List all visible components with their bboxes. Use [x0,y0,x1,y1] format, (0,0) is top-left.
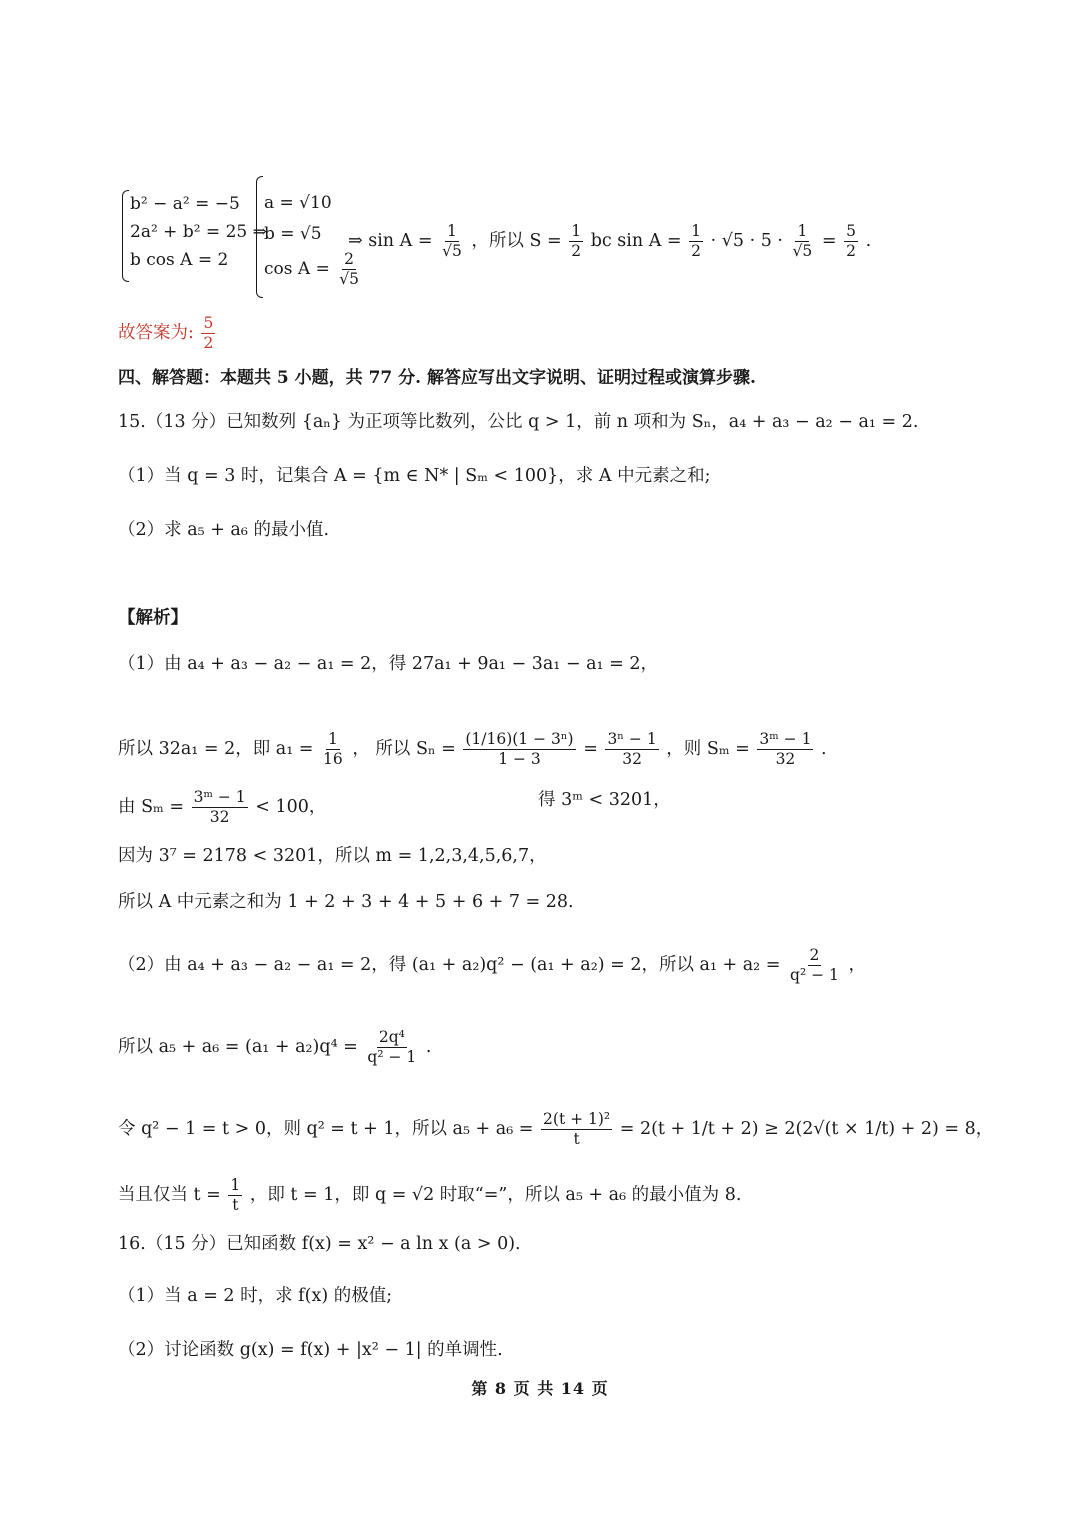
sol15-line7: 所以 a₅ + a₆ = (a₁ + a₂)q⁴ = $\frac{\text{2q⁴}}{\text{q² − 1}}$ . [118,1028,432,1066]
system-right-eq1: a = √10 [264,193,332,213]
q15-stem: 15.（13 分）已知数列 {aₙ} 为正项等比数列，公比 q > 1，前 n 项和为 Sₙ，a₄ + a₃ − a₂ − a₁ = 2. [118,412,919,432]
system-left-eq2: 2a² + b² = 25 ⇒ [130,222,267,242]
half-fraction: $\frac{1}{2}$ [571,222,582,260]
sm-fraction: $\frac{\text{3ᵐ − 1}}{32}$ [759,730,812,768]
inv-sqrt5-fraction: $\frac{1}{√5}$ [792,222,813,260]
area-conclusion: ⇒ sin A = $\frac{1}{√5}$ ，所以 S = $\frac{1}{2}$ bc sin A = $\frac{1}{2}$ · √5 · 5 · $\frac{1}{√5}$ = $\frac{5}{2}$ . [348,222,872,260]
a1-fraction: $\frac{1}{16}$ [323,730,343,768]
sn-fraction-simplified: $\frac{\text{3ⁿ − 1}}{32}$ [607,730,657,768]
sn-fraction: $\frac{\text{(1/16)(1 − 3ⁿ)}}{1 - 3}$ [465,730,574,768]
system-left-brace [122,190,129,282]
a1a2-fraction: $\frac{2}{\text{q² − 1}}$ [790,946,839,984]
sol15-line2: 所以 32a₁ = 2，即 a₁ = $\frac{1}{16}$ ， 所以 Sₙ = $\frac{\text{(1/16)(1 − 3ⁿ)}}{1 - 3}$ = $\frac{\text{3ⁿ − 1}}{32}$ ，则 Sₘ = $\frac{\text{3ᵐ − 1}}{32}$ . [118,730,827,768]
q16-part1: （1）当 a = 2 时，求 f(x) 的极值; [118,1286,393,1306]
sol15-line4: 因为 3⁷ = 2178 < 3201，所以 m = 1,2,3,4,5,6,7， [118,846,547,866]
analysis-label: 【解析】 [118,608,188,628]
sol15-line3-result: 得 3ᵐ < 3201， [538,790,671,810]
sol15-line8: 令 q² − 1 = t > 0，则 q² = t + 1，所以 a₅ + a₆ = $\frac{\text{2(t + 1)²}}{t}$ = 2(t + 1/t + 2) ≥ 2(2√(t × 1/t) + 2) = 8， [118,1110,994,1148]
cosA-fraction: $\frac{2}{√5}$ [339,250,359,288]
sol15-line9: 当且仅当 t = $\frac{1}{t}$ ，即 t = 1，即 q = √2 时取“=”，所以 a₅ + a₆ 的最小值为 8. [118,1176,742,1214]
system-right-eq2: b = √5 [264,224,322,244]
answer-label: 故答案为: [118,323,194,343]
inv-t-fraction: $\frac{1}{t}$ [230,1176,241,1214]
q16-part2: （2）讨论函数 g(x) = f(x) + |x² − 1| 的单调性. [118,1340,503,1360]
sol15-line6: （2）由 a₄ + a₃ − a₂ − a₁ = 2，得 (a₁ + a₂)q² − (a₁ + a₂) = 2，所以 a₁ + a₂ = $\frac{2}{\text{q² − 1}}$ ， [118,946,866,984]
sol15-line1: （1）由 a₄ + a₃ − a₂ − a₁ = 2，得 27a₁ + 9a₁ − 3a₁ − a₁ = 2， [118,654,658,674]
system-right-brace [256,176,263,298]
answer-line [118,314,217,353]
area-result-fraction: $\frac{5}{2}$ [846,222,856,260]
q16-stem: 16.（15 分）已知函数 f(x) = x² − a ln x (a > 0). [118,1234,521,1254]
page-footer: 第 8 页 共 14 页 [471,1379,609,1398]
sm-fraction-2: $\frac{\text{3ᵐ − 1}}{32}$ [193,788,246,826]
q15-part2: （2）求 a₅ + a₆ 的最小值. [118,520,330,540]
system-left [130,190,267,274]
half-fraction-2: $\frac{1}{2}$ [691,222,702,260]
a5a6-fraction: $\frac{\text{2q⁴}}{\text{q² − 1}}$ [367,1028,417,1066]
sinA-fraction: $\frac{1}{√5}$ [442,222,462,260]
system-left-eq1: b² − a² = −5 [130,194,240,214]
answer-fraction: $\frac{5}{2}$ [203,314,214,352]
system-right-eq3: cos A = $\frac{2}{√5}$ [264,250,359,288]
section-heading: 四、解答题：本题共 5 小题，共 77 分. 解答应写出文字说明、证明过程或演算步骤. [118,368,756,388]
sol15-line3: 由 Sₘ = $\frac{\text{3ᵐ − 1}}{32}$ < 100， [118,788,327,826]
t-fraction: $\frac{\text{2(t + 1)²}}{t}$ [543,1110,611,1148]
sol15-line5: 所以 A 中元素之和为 1 + 2 + 3 + 4 + 5 + 6 + 7 = 28. [118,892,574,912]
q15-part1: （1）当 q = 3 时，记集合 A = {m ∈ N* | Sₘ < 100}，求 A 中元素之和; [118,466,711,486]
system-left-eq3: b cos A = 2 [130,250,229,270]
